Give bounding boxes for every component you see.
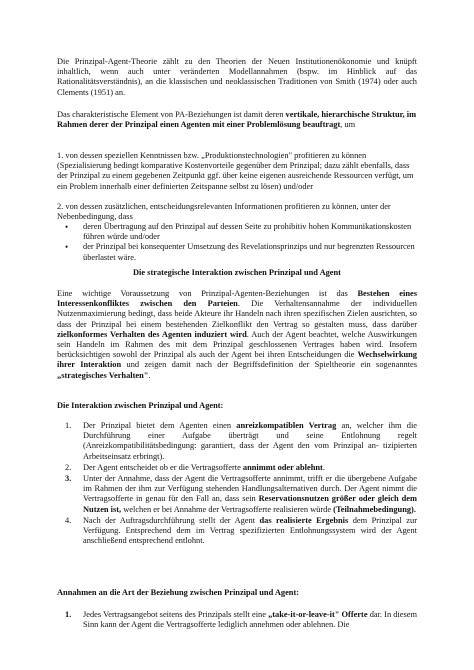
strategic-paragraph (57, 289, 417, 381)
item-bold: Reservationsnutzen größer oder gleich dem Nutzen ist, (83, 494, 417, 514)
heading-assumptions: Annahmen an die Art der Beziehung zwischen Prinzipal und Agent: (57, 588, 300, 597)
item-bold: das realisierte Ergebnis (259, 515, 349, 525)
item-bold: anreizkompatiblen Vertrag (236, 421, 337, 430)
list-item (57, 463, 417, 473)
item-number: 1. (65, 421, 72, 430)
item-bold: „take-it-or-leave-it" Offerte (268, 610, 368, 619)
characteristic-bold: vertikale, hierarchische Struktur, im Rahmen derer der Prinzipal einen Agenten mit einer Problemlösung beauftragt (57, 110, 417, 130)
intro-paragraph: Die Prinzipal-Agent-Theorie zählt zu den Theorien der Neuen Institutionenökonomie und knüpft inhaltlich, wenn auch unter veränderten Modellannahmen (bspw. im Hinblick auf das Rationalitätsverständnis), an die klassischen und neoklassischen Traditionen von Smith (1974) oder auch Clements (1951) an. (57, 57, 417, 97)
item-text: Unter der Annahme, dass der Agent die Vertragsofferte annimmt, trifft er die übergebene Aufgabe im Rahmen der ihm zur Verfügung stehenden Handlungsalternativen durch. Der Agent nimmt die Vertragsofferte in genau für den Fall an, dass sein (83, 474, 417, 504)
strategic-text-5: . (148, 370, 151, 380)
item-number: 4. (65, 515, 72, 525)
characteristic-paragraph (57, 110, 417, 130)
point-1-paragraph: 1. von dessen speziellen Kenntnissen bzw. „Produktionstechnologien" profitieren zu können (Spezialisierung bedingt komparative Kostenvorteile gegenüber dem Prinzipal; dazu zählt ebenfalls, dass der Prinzipal zu einem gegebenen Zeitpunkt ggf. über keine eigenen ausreichende Ressourcen verfügt, um ein Problem innerhalb einer definierten Zeitspanne selbst zu lösen) und/oder (57, 151, 414, 191)
strategic-text-2: . Die Verhaltensannahme der individuellen Nutzenmaximierung bedingt, dass beide Akteure ihr Handeln nach ihren spezifischen Zielen ausrichten, so dass der Prinzipal bei einem bestehenden Zielkonflikt den Vertrag so gestalten muss, dass darüber (57, 299, 417, 329)
bullet-item: • der Prinzipal bei konsequenter Umsetzung des Revelationsprinzips und nur begrenzten Ressourcen überlastet wäre. (57, 242, 417, 262)
strategic-text-3: . Auch der Agent beachtet, welche Auswirkungen sein Handeln im Rahmen des mit dem Prinzipal geschlossenen Vertrages haben wird. Insofern berücksichtigen sowohl der Prinzipal als auch der Agent bei ihren Entscheidungen die (57, 329, 417, 360)
strategic-bold-2: zielkonformes Verhalten des Agenten induziert wird (57, 329, 247, 339)
list-item (57, 421, 417, 462)
item-text: dar. In diesem Sinn kann der Agent die Vertragsofferte lediglich annehmen oder ablehnen. Die (83, 610, 418, 630)
strategic-bold-3: Wechselwirkung ihrer Interaktion (57, 350, 417, 370)
characteristic-post: , um (340, 120, 356, 130)
heading-interaction: Die Interaktion zwischen Prinzipal und Agent: (57, 401, 224, 410)
list-item (57, 610, 417, 630)
item-bold: (Teilnahmebedingung). (333, 504, 416, 514)
assumptions-list (57, 610, 417, 631)
item-text: an, welcher ihm die Durchführung einer Aufgabe überträgt und seine Entlohnung regelt (Anreizkompatibilitätsbedingung: garantiert, dass der Agent den vom Prinzipal an- tizipierten Arbeitseinsatz erbringt). (83, 421, 417, 461)
list-item (57, 474, 417, 515)
heading-strategic-interaction: Die strategische Interaktion zwischen Prinzipal und Agent (133, 268, 341, 277)
item-text: dem Prinzipal zur Verfügung. Entsprechend dem im Vertrag spezifizierten Entlohnungssystem wird der Agent anschließend entsprechend entlohnt. (83, 515, 417, 546)
list-item (57, 516, 417, 547)
characteristic-pre: Das charakteristische Element von PA-Beziehungen ist damit deren (57, 110, 286, 119)
item-text: Nach der Auftragsdurchführung stellt der Agent (83, 515, 260, 525)
item-number: 2. (65, 462, 72, 472)
item-number: 3. (65, 474, 72, 484)
point-2-paragraph: 2. von dessen zusätzlichen, entscheidungsrelevanten Informationen profitieren zu können, unter der Nebenbedingung, dass (57, 202, 391, 222)
strategic-bold-4: „strategisches Verhalten" (57, 370, 149, 380)
strategic-text-4: und zeigen damit nach der Begriffsdefinition der Spieltheorie ein sogenanntes (121, 360, 417, 370)
strategic-text-1: Eine wichtige Voraussetzung von Prinzipal-Agenten-Beziehungen ist das (57, 289, 358, 298)
interaction-list (57, 421, 417, 547)
item-number: 1. (65, 610, 72, 619)
item-text: . (322, 462, 325, 472)
item-text: Der Agent entscheidet ob er die Vertragsofferte (83, 462, 243, 472)
item-text: welchen er bei Annahme der Vertragsofferte realisieren würde (121, 504, 334, 514)
item-text: Der Prinzipal bietet dem Agenten einen (83, 421, 237, 430)
bullet-list (57, 222, 417, 263)
item-bold: annimmt oder ablehnt (242, 462, 323, 472)
strategic-bold-1: Bestehen eines Interessenkonfliktes zwischen den Parteien (57, 289, 417, 309)
item-text: Jedes Vertragsangebot seitens des Prinzipals stellt eine (83, 610, 269, 619)
bullet-item: • deren Übertragung auf den Prinzipal auf dessen Seite zu prohibitiv hohen Kommunikationskosten führen würde und/oder (57, 222, 417, 242)
